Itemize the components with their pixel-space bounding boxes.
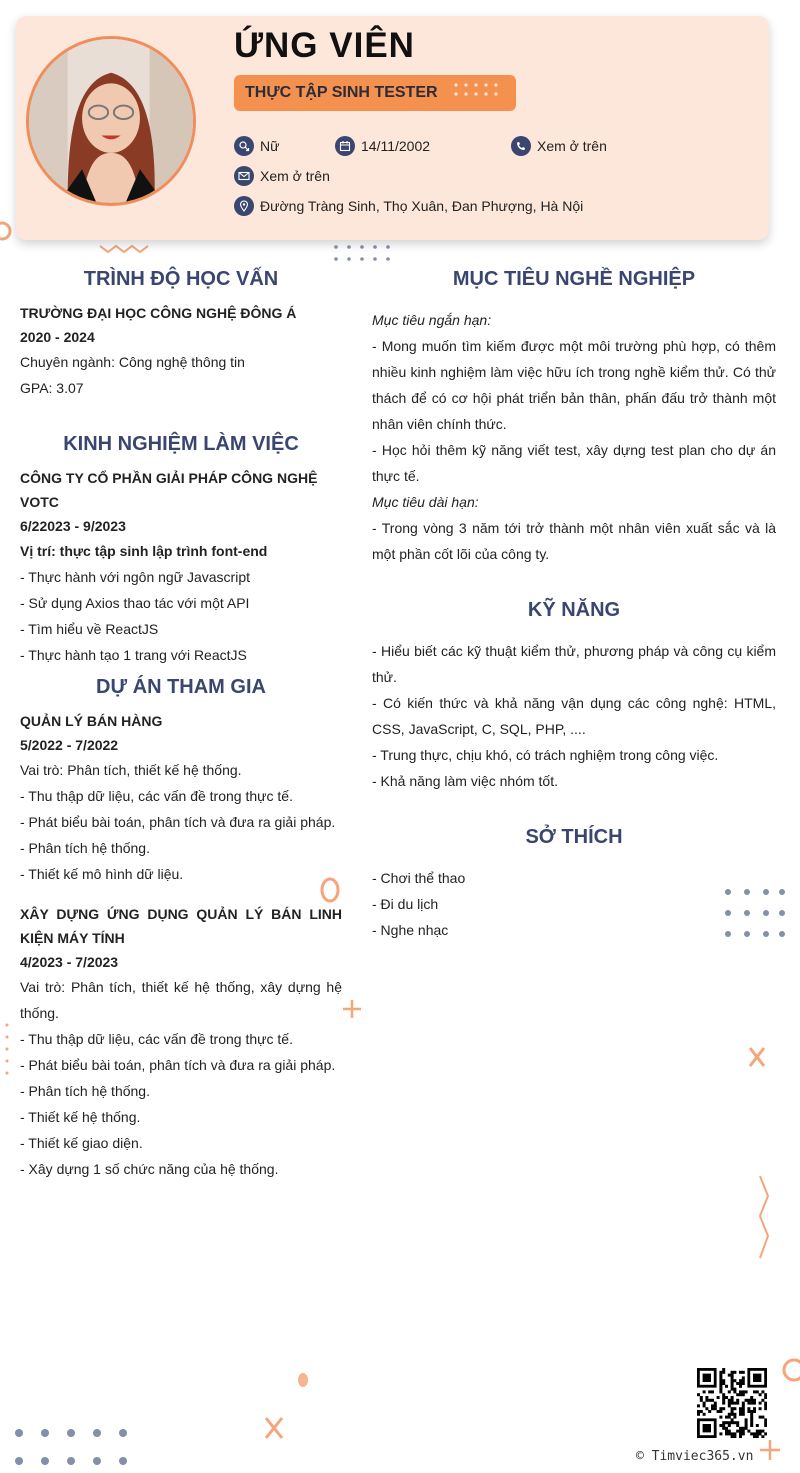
list-item: - Thu thập dữ liệu, các vấn đề trong thực tế. [20,1031,293,1047]
hobbies-section [372,865,776,943]
info-address [234,196,583,216]
hobbies-title: SỞ THÍCH [525,826,623,848]
experience-company: CÔNG TY CỔ PHẦN GIẢI PHÁP CÔNG NGHỆ VOTC [20,470,318,510]
list-item: - Phân tích hệ thống. [20,1083,150,1099]
skills-title: KỸ NĂNG [527,599,621,621]
list-item: - Thiết kế mô hình dữ liệu. [20,866,184,882]
list-item: - Thực hành với ngôn ngữ Javascript [20,569,251,585]
phone-icon [511,136,531,156]
objective-long-label: Mục tiêu dài hạn: [372,494,479,510]
education-gpa: GPA: 3.07 [20,380,84,396]
position-badge [234,75,516,111]
list-item: - Thực hành tạo 1 trang với ReactJS [20,647,247,663]
education-period: 2020 - 2024 [20,329,95,345]
gender-icon [234,136,254,156]
experience-period: 6/22023 - 9/2023 [20,518,126,534]
copyright: © Timviec365.vn [636,1449,754,1464]
info-email [234,166,330,186]
project-period: 5/2022 - 7/2022 [20,737,119,753]
objective-short-1: - Mong muốn tìm kiếm được một môi trường phù hợp, có thêm nhiều kinh nghiệm làm việc hữu ích trong nghề kiểm thử. Có thử thách để có cơ hội phát triển bản thân, phấn đấu trở thành một nhân viên chính thức. [372,338,776,432]
location-pin-icon [234,196,254,216]
info-birthday [335,136,430,156]
project-role: Vai trò: Phân tích, thiết kế hệ thống, xây dựng hệ thống. [20,979,342,1021]
list-item: - Phân tích hệ thống. [20,840,150,856]
list-item: - Nghe nhạc [372,922,449,938]
list-item: - Trung thực, chịu khó, có trách nghiệm trong công việc. [372,747,719,763]
objective-short-2: - Học hỏi thêm kỹ năng viết test, xây dựng test plan cho dự án thực tế. [372,442,776,484]
project-period: 4/2023 - 7/2023 [20,954,119,970]
list-item: - Xây dựng 1 số chức năng của hệ thống. [20,1161,279,1177]
list-item: - Khả năng làm việc nhóm tốt. [372,773,558,789]
education-school: TRƯỜNG ĐẠI HỌC CÔNG NGHỆ ĐÔNG Á [20,305,297,321]
education-section [20,301,342,401]
list-item: - Thiết kế hệ thống. [20,1109,141,1125]
qr-code-icon [697,1368,767,1438]
candidate-name: ỨNG VIÊN [234,26,415,65]
experience-role: Vị trí: thực tập sinh lập trình font-end [20,543,268,559]
project-2 [20,902,342,1182]
list-item: - Thiết kế giao diện. [20,1135,143,1151]
position-title: THỰC TẬP SINH TESTER [245,84,438,101]
education-major: Chuyên ngành: Công nghệ thông tin [20,354,245,370]
list-item: - Đi du lịch [372,896,439,912]
list-item: - Thu thập dữ liệu, các vấn đề trong thực tế. [20,788,293,804]
list-item: - Hiểu biết các kỹ thuật kiểm thử, phương pháp và công cụ kiểm thử. [372,643,776,685]
info-phone [511,136,607,156]
birthday-value: 14/11/2002 [361,138,431,154]
email-value: Xem ở trên [260,168,330,184]
address-value: Đường Tràng Sinh, Thọ Xuân, Đan Phượng, Hà Nội [260,198,584,214]
experience-title: KINH NGHIỆM LÀM VIỆC [63,433,299,455]
mail-icon [234,166,254,186]
objective-short-label: Mục tiêu ngắn hạn: [372,312,492,328]
list-item: - Phát biểu bài toán, phân tích và đưa ra giải pháp. [20,814,336,830]
list-item: - Sử dụng Axios thao tác với một API [20,595,250,611]
info-gender [234,136,279,156]
project-1 [20,709,342,887]
education-title: TRÌNH ĐỘ HỌC VẤN [83,268,279,290]
project-name: XÂY DỰNG ỨNG DỤNG QUẢN LÝ BÁN LINH KIỆN MÁY TÍNH [20,906,342,946]
skills-section [372,638,776,794]
avatar [26,36,196,206]
project-role: Vai trò: Phân tích, thiết kế hệ thống. [20,762,242,778]
phone-value: Xem ở trên [537,138,607,154]
list-item: - Chơi thể thao [372,870,466,886]
experience-section [20,466,342,668]
list-item: - Tìm hiểu về ReactJS [20,621,159,637]
list-item: - Phát biểu bài toán, phân tích và đưa ra giải pháp. [20,1057,336,1073]
gender-value: Nữ [260,138,280,154]
objective-title: MỤC TIÊU NGHỀ NGHIỆP [452,268,696,290]
badge-dots-decor [452,81,512,105]
calendar-icon [335,136,355,156]
project-name: QUẢN LÝ BÁN HÀNG [20,713,163,729]
projects-title: DỰ ÁN THAM GIA [96,676,266,698]
objective-section [372,307,776,567]
list-item: - Có kiến thức và khả năng vận dụng các công nghệ: HTML, CSS, JavaScript, C, SQL, PHP, .... [372,695,776,737]
objective-long-1: - Trong vòng 3 năm tới trở thành một nhân viên xuất sắc và là một phần cốt lõi của công ty. [372,520,776,562]
